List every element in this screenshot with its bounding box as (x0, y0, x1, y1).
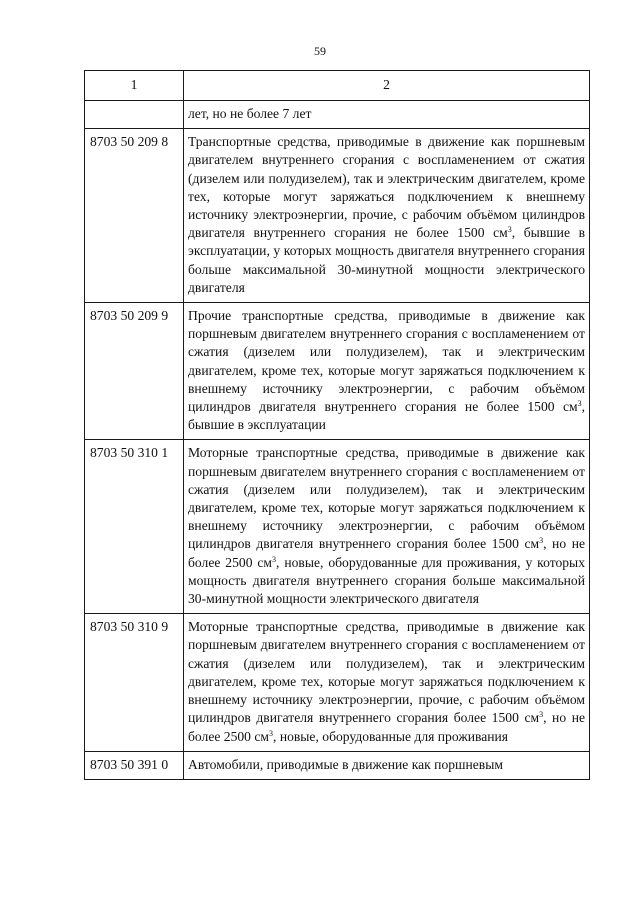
description-text: , но не более 2500 см (188, 536, 586, 570)
description-text: Моторные транспортные средства, приводимые в движение как поршневым двигателем внутреннего сгорания с воспламенением от сжатия (дизелем или полудизелем), так и электрическим двигателем, кроме тех, которые могут заряжаться подключением к внешнему источнику электроэнергии, прочие, с рабочим объёмом цилиндров двигателя внутреннего сгорания более 1500 см (188, 619, 585, 726)
codes-table (84, 70, 590, 780)
superscript: 3 (272, 554, 277, 564)
description-text: , новые, оборудованные для проживания, у которых мощность двигателя внутреннего сгорания больше максимальной 30-минутной мощности электрического двигателя (188, 554, 585, 607)
description-text: Моторные транспортные средства, приводимые в движение как поршневым двигателем внутреннего сгорания с воспламенением от сжатия (дизелем или полудизелем), так и электрическим двигателем, кроме тех, которые могут заряжаться подключением к внешнему источнику электроэнергии, с рабочим объёмом цилиндров двигателя внутреннего сгорания более 1500 см (188, 445, 585, 552)
description-cell (184, 751, 590, 779)
code-cell: 8703 50 391 0 (85, 751, 184, 779)
superscript: 3 (539, 536, 544, 546)
table-row-continuation (85, 101, 590, 129)
description-text: , бывшие в эксплуатации, у которых мощность двигателя внутреннего сгорания больше максимальной 30-минутной мощности электрического двигателя (188, 225, 586, 295)
code-cell (85, 101, 184, 129)
table-header-row (85, 71, 590, 101)
table-row (85, 303, 590, 440)
description-cell (184, 614, 590, 751)
description-cell (184, 303, 590, 440)
description-text: , новые, оборудованные для проживания (273, 728, 509, 744)
page-number: 59 (314, 44, 326, 58)
superscript: 3 (507, 225, 512, 235)
description-cell (184, 129, 590, 303)
description-text: Транспортные средства, приводимые в движение как поршневым двигателем внутреннего сгорания с воспламенением от сжатия (дизелем или полудизелем), так и электрическим двигателем, кроме тех, которые могут заряжаться подключением к внешнему источнику электроэнергии, прочие, с рабочим объёмом цилиндров двигателя внутреннего сгорания не более 1500 см (188, 134, 585, 241)
description-cell (184, 440, 590, 614)
table-row (85, 129, 590, 303)
table-row (85, 614, 590, 751)
code-cell: 8703 50 310 1 (85, 440, 184, 614)
column-header-code: 1 (85, 71, 184, 101)
description-text: Прочие транспортные средства, приводимые в движение как поршневым двигателем внутреннего сгорания с воспламенением от сжатия (дизелем или полудизелем), так и электрическим двигателем, кроме тех, которые могут заряжаться подключением к внешнему источнику электроэнергии, с рабочим объёмом цилиндров двигателя внутреннего сгорания не более 1500 см (188, 308, 585, 415)
table-row (85, 751, 590, 779)
description-text: , бывшие в эксплуатации (188, 399, 585, 433)
description-text: Автомобили, приводимые в движение как поршневым (188, 756, 503, 772)
code-cell: 8703 50 209 9 (85, 303, 184, 440)
code-cell: 8703 50 310 9 (85, 614, 184, 751)
description-cell: лет, но не более 7 лет (184, 101, 590, 129)
superscript: 3 (539, 710, 544, 720)
table-row (85, 440, 590, 614)
code-cell: 8703 50 209 8 (85, 129, 184, 303)
column-header-description: 2 (184, 71, 590, 101)
superscript: 3 (269, 728, 274, 738)
superscript: 3 (577, 399, 582, 409)
description-text: , но не более 2500 см (188, 710, 586, 744)
